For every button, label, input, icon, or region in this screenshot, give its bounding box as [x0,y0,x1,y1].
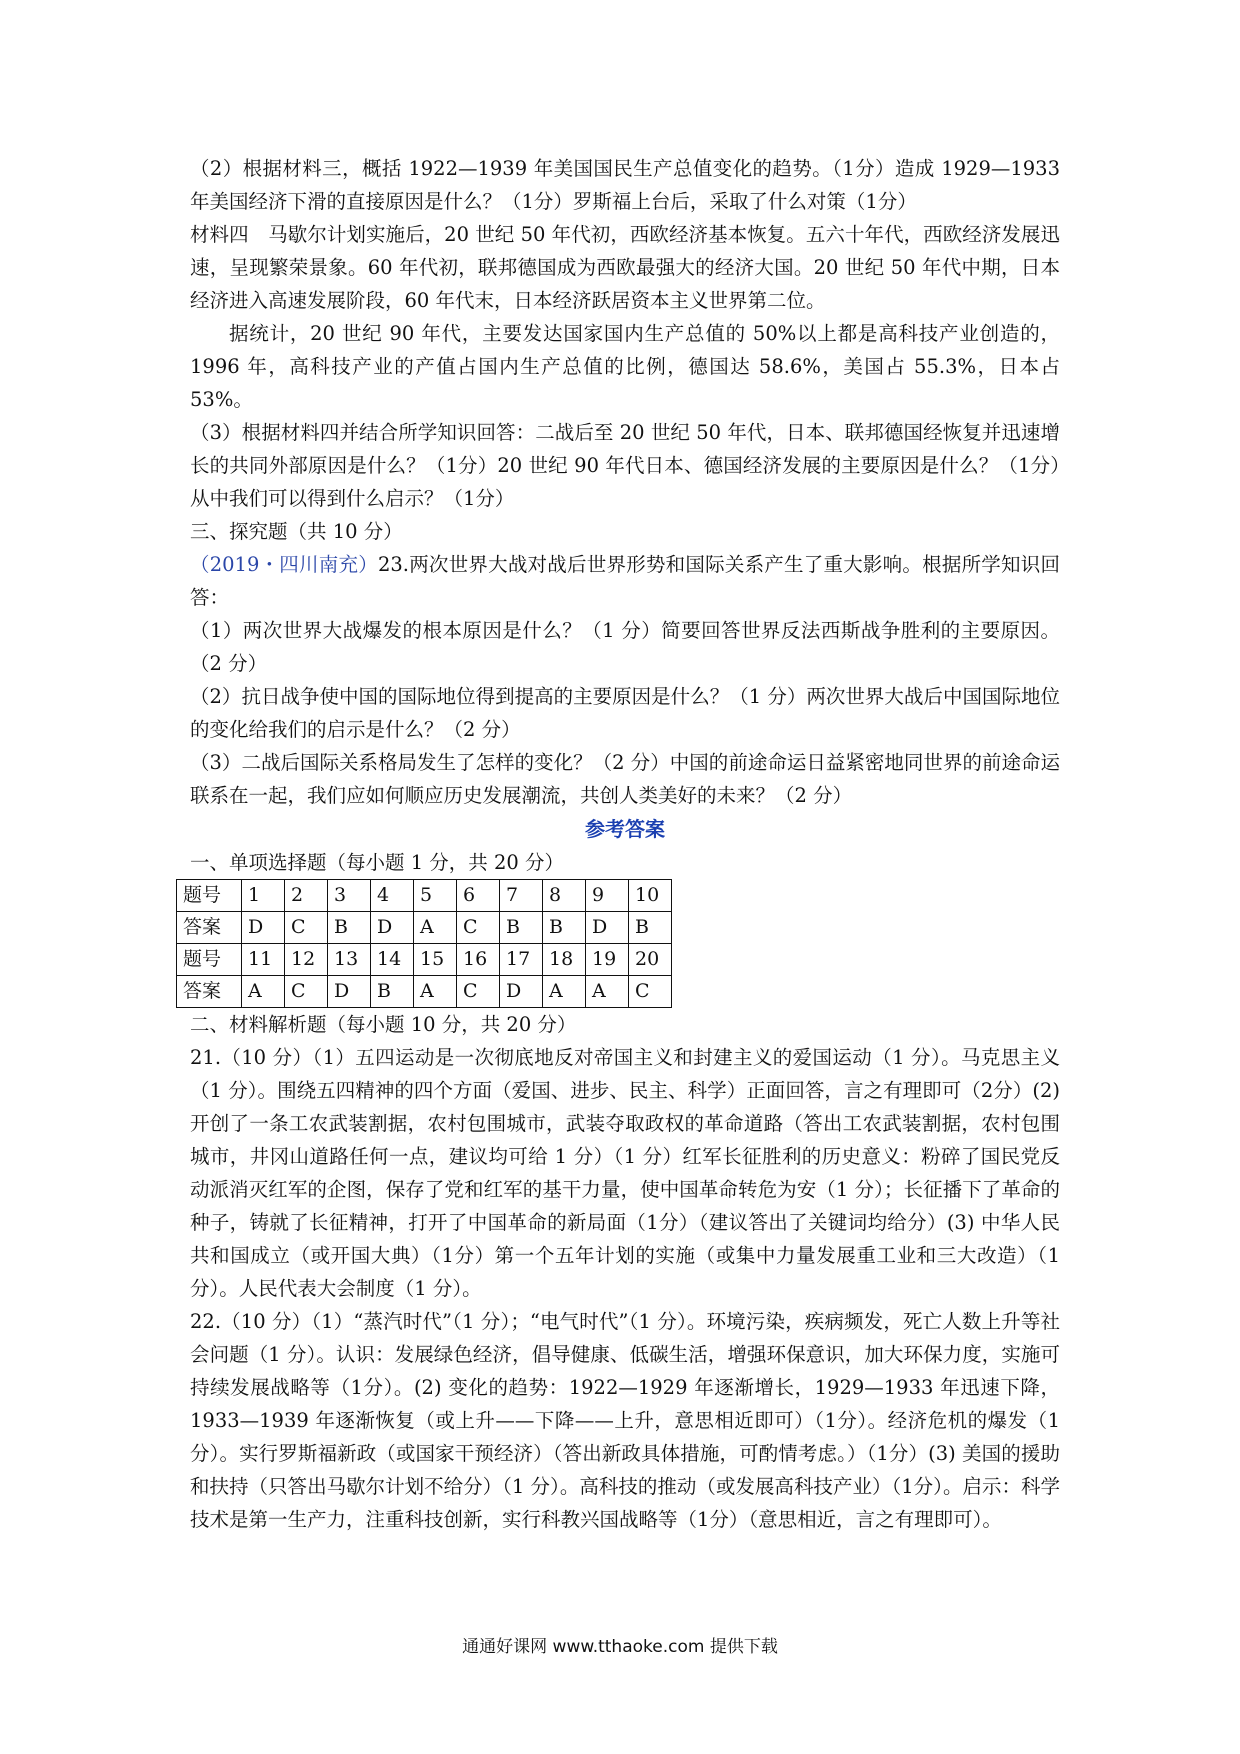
answer-table-cell: 10 [629,880,672,912]
question-2-part-2: （2）根据材料三，概括 1922—1939 年美国国民生产总值变化的趋势。（1分）造成 1929—1933 年美国经济下滑的直接原因是什么？（1分）罗斯福上台后，采取了什么对策（1分） [190,157,1060,213]
answer-table-cell: D [586,912,629,944]
answer-table-cell: C [285,912,328,944]
answer-table-cell: 7 [500,880,543,912]
answer-table-cell: 11 [242,944,285,976]
answer-table-row [177,880,672,912]
answer-table-cell: A [543,976,586,1008]
answer-table-row-header: 答案 [177,976,242,1008]
answer-table-cell: 12 [285,944,328,976]
question-23-source: （2019・四川南充） [190,553,378,576]
answer-table-cell: D [242,912,285,944]
material-4-statistics: 据统计，20 世纪 90 年代，主要发达国家国内生产总值的 50%以上都是高科技产业创造的，1996 年，高科技产业的产值占国内生产总值的比例，德国达 58.6%，美国占 55.3%，日本占 53%。 [190,322,1060,411]
answer-table-cell: C [457,912,500,944]
answer-table-cell: 14 [371,944,414,976]
answer-table [176,879,672,1008]
answer-table-cell: 16 [457,944,500,976]
question-23-part-2: （2）抗日战争使中国的国际地位得到提高的主要原因是什么？（1 分）两次世界大战后中国国际地位的变化给我们的启示是什么？（2 分） [190,685,1060,741]
answer-table-cell: C [285,976,328,1008]
question-23-part-3: （3）二战后国际关系格局发生了怎样的变化？（2 分）中国的前途命运日益紧密地同世界的前途命运联系在一起，我们应如何顺应历史发展潮流，共创人类美好的未来？（2 分） [190,751,1060,807]
answer-table-cell: D [328,976,371,1008]
answer-table-cell: A [414,976,457,1008]
answer-table-cell: 6 [457,880,500,912]
answer-key-title: 参考答案 [585,817,665,841]
answer-table-cell: A [586,976,629,1008]
answer-table-row-header: 答案 [177,912,242,944]
question-23 [190,548,1060,614]
question-2-part-3: （3）根据材料四并结合所学知识回答：二战后至 20 世纪 50 年代，日本、联邦德国经恢复并迅速增长的共同外部原因是什么？（1分）20 世纪 90 年代日本、德国经济发展的主要原因是什么？（1分）从中我们可以得到什么启示？（1分） [190,421,1060,510]
answer-table-cell: 19 [586,944,629,976]
answer-table-cell: 15 [414,944,457,976]
answer-table-row [177,912,672,944]
answer-table-cell: 2 [285,880,328,912]
answer-table-cell: B [629,912,672,944]
answer-table-row-header: 题号 [177,880,242,912]
answer-table-cell: 3 [328,880,371,912]
answer-table-cell: C [457,976,500,1008]
answer-table-row [177,976,672,1008]
answer-table-cell: 17 [500,944,543,976]
answer-21: 21.（10 分）（1）五四运动是一次彻底地反对帝国主义和封建主义的爱国运动（1 分）。马克思主义（1 分）。围绕五四精神的四个方面（爱国、进步、民主、科学）正面回答，言之有理即可（2分）(2) 开创了一条工农武装割据，农村包围城市，武装夺取政权的革命道路（答出工农武装割据，农村包围城市，井冈山道路任何一点，建议均可给 1 分）（1 分）红军长征胜利的历史意义：粉碎了国民党反动派消灭红军的企图，保存了党和红军的基干力量，使中国革命转危为安（1 分）；长征播下了革命的种子，铸就了长征精神，打开了中国革命的新局面（1分）（建议答出了关键词均给分）(3) 中华人民共和国成立（或开国大典）（1分）第一个五年计划的实施（或集中力量发展重工业和三大改造）（1分）。人民代表大会制度（1 分）。 [190,1046,1060,1300]
answer-table-cell: 13 [328,944,371,976]
answer-table-cell: 1 [242,880,285,912]
answer-table-cell: D [371,912,414,944]
footer-download-note: 通通好课网 www.tthaoke.com 提供下载 [462,1637,778,1657]
answer-table-row [177,944,672,976]
answer-table-cell: B [371,976,414,1008]
answer-table-cell: 4 [371,880,414,912]
answer-22: 22.（10 分）（1）“蒸汽时代”（1 分）；“电气时代”（1 分）。环境污染，疾病频发，死亡人数上升等社会问题（1 分）。认识：发展绿色经济，倡导健康、低碳生活，增强环保意识，加大环保力度，实施可持续发展战略等（1分）。(2) 变化的趋势：1922—1929 年逐渐增长，1929—1933 年迅速下降，1933—1939 年逐渐恢复（或上升——下降——上升，意思相近即可）（1分）。经济危机的爆发（1 分）。实行罗斯福新政（或国家干预经济）（答出新政具体措施，可酌情考虑。）（1分）(3) 美国的援助和扶持（只答出马歇尔计划不给分）（1 分）。高科技的推动（或发展高科技产业）（1分）。启示：科学技术是第一生产力，注重科技创新，实行科教兴国战略等（1分）（意思相近，言之有理即可）。 [190,1310,1060,1531]
answer-table-cell: A [242,976,285,1008]
answer-section-1-heading: 一、单项选择题（每小题 1 分，共 20 分） [190,851,565,874]
answer-table-cell: C [629,976,672,1008]
answer-table-cell: 18 [543,944,586,976]
answer-section-2-heading: 二、材料解析题（每小题 10 分，共 20 分） [190,1013,577,1036]
answer-table-cell: 5 [414,880,457,912]
answer-table-row-header: 题号 [177,944,242,976]
answer-table-cell: A [414,912,457,944]
section-3-heading: 三、探究题（共 10 分） [190,520,403,543]
document-body [183,152,1060,1536]
material-4: 材料四 马歇尔计划实施后，20 世纪 50 年代初，西欧经济基本恢复。五六十年代，西欧经济发展迅速，呈现繁荣景象。60 年代初，联邦德国成为西欧最强大的经济大国。20 世纪 50 年代中期，日本经济进入高速发展阶段，60 年代末，日本经济跃居资本主义世界第二位。 [190,223,1060,312]
answer-table-cell: D [500,976,543,1008]
question-23-stem: 23.两次世界大战对战后世界形势和国际关系产生了重大影响。根据所学知识回答： [190,553,1060,609]
answer-table-cell: 9 [586,880,629,912]
question-23-part-1: （1）两次世界大战爆发的根本原因是什么？（1 分）简要回答世界反法西斯战争胜利的主要原因。（2 分） [190,619,1060,675]
answer-table-cell: 8 [543,880,586,912]
answer-table-cell: B [328,912,371,944]
answer-table-cell: B [543,912,586,944]
answer-table-cell: 20 [629,944,672,976]
answer-table-cell: B [500,912,543,944]
